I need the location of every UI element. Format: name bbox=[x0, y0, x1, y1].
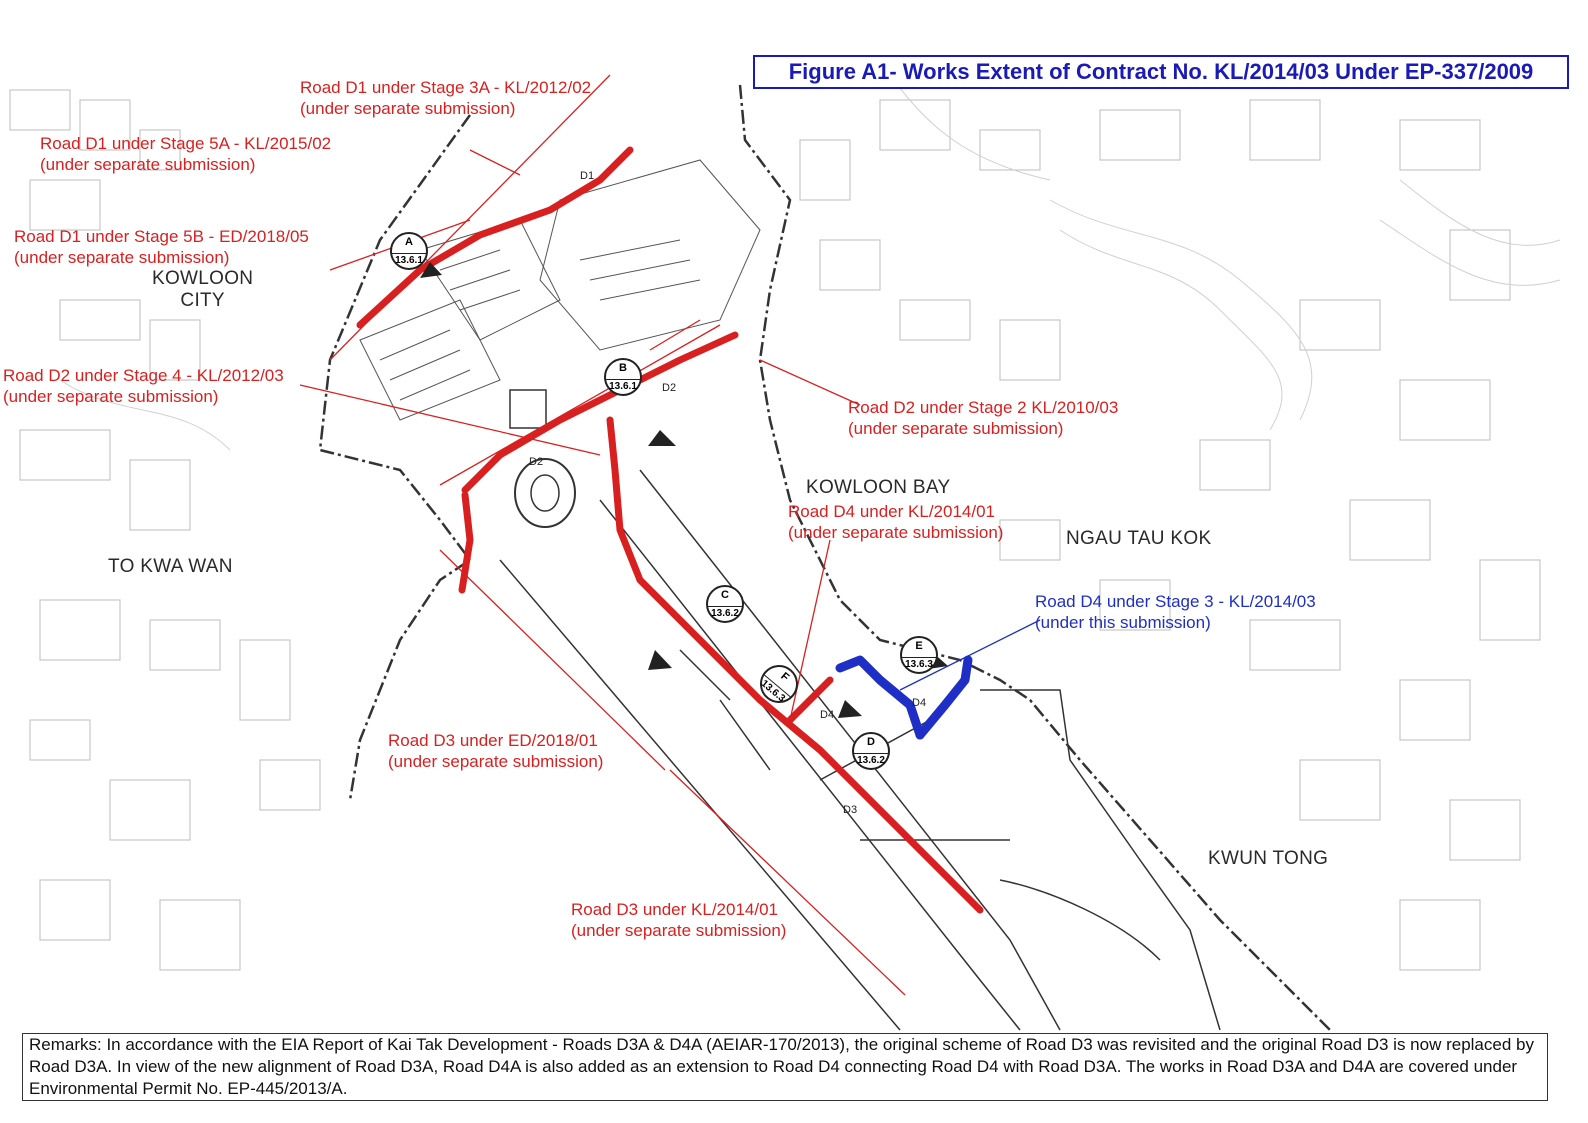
label-d4-stage3: Road D4 under Stage 3 - KL/2014/03 (under this submission) bbox=[1035, 592, 1316, 632]
label-d1-stage5a: Road D1 under Stage 5A - KL/2015/02 (under separate submission) bbox=[40, 134, 332, 174]
section-marker-e: E 13.6.3 bbox=[900, 636, 938, 674]
blue-road-works bbox=[840, 660, 968, 735]
road-tag-d4: D4 bbox=[820, 709, 835, 721]
stadium bbox=[515, 459, 575, 527]
road-tag-d1: D1 bbox=[580, 170, 595, 182]
label-d3-kl201401: Road D3 under KL/2014/01 (under separate submission) bbox=[571, 900, 787, 940]
label-d3-ed201801: Road D3 under ED/2018/01 (under separate submission) bbox=[388, 731, 604, 771]
section-marker-b: B 13.6.1 bbox=[604, 358, 642, 396]
section-marker-d: D 13.6.2 bbox=[852, 732, 890, 770]
city-blocks bbox=[10, 90, 1540, 970]
label-d2-stage4: Road D2 under Stage 4 - KL/2012/03 (under separate submission) bbox=[3, 366, 284, 406]
section-marker-c: C 13.6.2 bbox=[706, 585, 744, 623]
road-tag-d4b: D4 bbox=[912, 697, 927, 709]
label-d1-stage5b: Road D1 under Stage 5B - ED/2018/05 (under separate submission) bbox=[14, 227, 309, 267]
place-kowloon-city: KOWLOON CITY bbox=[152, 268, 254, 311]
place-kowloon-bay: KOWLOON BAY bbox=[806, 477, 951, 498]
coastline bbox=[320, 85, 1330, 1030]
road-tag-d2: D2 bbox=[529, 456, 544, 468]
figure-title: Figure A1- Works Extent of Contract No. KL/2014/03 Under EP-337/2009 bbox=[753, 55, 1569, 89]
label-d2-stage2: Road D2 under Stage 2 KL/2010/03 (under separate submission) bbox=[848, 398, 1119, 438]
road-tag-d3: D3 bbox=[843, 804, 858, 816]
place-to-kwa-wan: TO KWA WAN bbox=[108, 556, 233, 577]
section-marker-a: A 13.6.1 bbox=[390, 232, 428, 270]
label-d4-kl201401: Road D4 under KL/2014/01 (under separate submission) bbox=[788, 502, 1004, 542]
remarks-box: Remarks: In accordance with the EIA Report of Kai Tak Development - Roads D3A & D4A (AEIAR-170/2013), the original scheme of Road D3 was revisited and the original Road D3 is now replaced by Road D3A. In view of the new alignment of Road D3A, Road D4A is also added as an extension to Road D4 connecting Road D4 with Road D3A. The works in Road D3A and D4A are covered under Environmental Permit No. EP-445/2013/A. bbox=[22, 1033, 1548, 1101]
label-d1-stage3a: Road D1 under Stage 3A - KL/2012/02 (under separate submission) bbox=[300, 78, 592, 118]
place-ngau-tau-kok: NGAU TAU KOK bbox=[1066, 528, 1212, 549]
grid-blocks bbox=[360, 160, 760, 420]
stadium-pitch bbox=[531, 475, 559, 511]
road-tag-d2b: D2 bbox=[662, 382, 677, 394]
section-marker-f: F 13.6.3 bbox=[752, 657, 806, 711]
place-kwun-tong: KWUN TONG bbox=[1208, 848, 1329, 869]
sports-field bbox=[510, 390, 546, 428]
